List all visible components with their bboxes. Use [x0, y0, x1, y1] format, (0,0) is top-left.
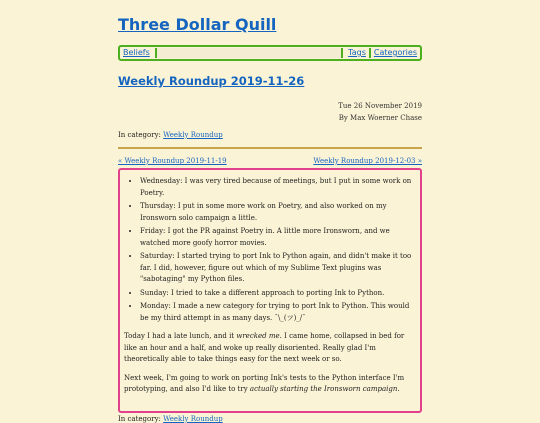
- paragraph-text: Today I had a late lunch, and it: [124, 332, 237, 340]
- list-item: • Wednesday: I was very tired because of meetings, but I put in some work on Poetry.: [140, 176, 416, 199]
- paragraph-emphasis: actually starting the Ironsworn campaign: [249, 385, 398, 393]
- list-item: • Monday: I made a new category for trying to port Ink to Python. This would be my third attempt in as many days. ¯\_(ツ)_/¯: [140, 301, 416, 324]
- paragraph-next-week: [124, 373, 416, 396]
- site-nav-bar: [118, 45, 422, 61]
- footer-category: [118, 415, 422, 423]
- nav-search-area: [155, 48, 343, 58]
- prev-post-link[interactable]: « Weekly Roundup 2019-11-19: [118, 157, 227, 165]
- post-content: [118, 168, 422, 413]
- post-date: Tue 26 November 2019: [338, 102, 422, 110]
- nav-beliefs-link[interactable]: Beliefs: [123, 48, 150, 57]
- post-category: [118, 130, 422, 140]
- divider: [118, 147, 422, 149]
- post-meta: [118, 100, 422, 124]
- paragraph-text: . I came home, collapsed in bed for like an hour and a half, and woke up really disoriented. Really glad I'm theoretically able to take things easy for the next week or so.: [124, 332, 405, 363]
- next-post-link[interactable]: Weekly Roundup 2019-12-03 »: [313, 157, 422, 165]
- page-wrapper: [118, 0, 422, 423]
- roundup-list: [124, 176, 416, 324]
- paragraph-emphasis: wrecked me: [236, 332, 280, 340]
- list-item: • Thursday: I put in some more work on Poetry, and also worked on my Ironsworn solo campaign a little.: [140, 201, 416, 224]
- post-pager: [118, 156, 422, 166]
- site-title-link[interactable]: Three Dollar Quill: [118, 15, 277, 34]
- paragraph-lunch: [124, 331, 416, 366]
- category-link[interactable]: Weekly Roundup: [163, 131, 223, 139]
- paragraph-text: Next week, I'm going to work on porting Ink's tests to the Python interface I'm prototyping, and also I'd like to try: [124, 373, 405, 393]
- nav-tags-link[interactable]: Tags: [348, 48, 366, 57]
- post-author: By Max Woerner Chase: [338, 114, 422, 122]
- list-item: • Friday: I got the PR against Poetry in. A little more Ironsworn, and we watched more goofy horror movies.: [140, 226, 416, 249]
- category-prefix: In category:: [118, 415, 164, 423]
- category-prefix: In category:: [118, 131, 164, 139]
- list-item: • Sunday: I tried to take a different approach to porting Ink to Python.: [140, 288, 416, 300]
- paragraph-text: .: [397, 385, 400, 393]
- list-item: • Saturday: I started trying to port Ink to Python again, and didn't make it too far. I did, however, figure out which of my Sublime Text plugins was "sabotaging" my Python files.: [140, 251, 416, 286]
- nav-categories-link[interactable]: Categories: [373, 48, 417, 57]
- post-title-link[interactable]: Weekly Roundup 2019-11-26: [118, 74, 305, 88]
- footer-category-link[interactable]: Weekly Roundup: [163, 415, 223, 423]
